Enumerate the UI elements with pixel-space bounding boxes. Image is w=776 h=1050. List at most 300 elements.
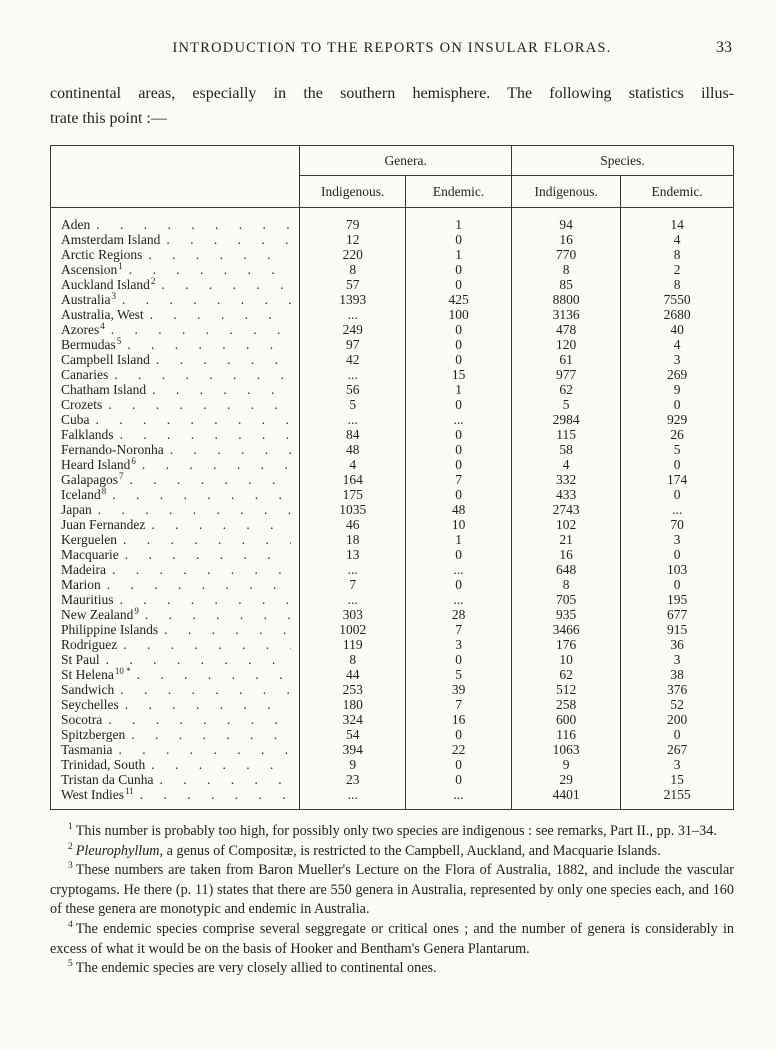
value-cell: 22 [406,742,512,757]
table-row [51,262,734,277]
table-row [51,742,734,757]
value-cell: 3 [621,757,734,772]
value-cell: 0 [406,727,512,742]
value-cell: 0 [621,397,734,412]
island-name-cell [51,532,300,547]
species-indigenous-header: Indigenous. [512,176,621,208]
dot-leader [105,322,292,337]
value-cell: 164 [300,472,406,487]
value-cell: 648 [512,562,621,577]
value-cell: 376 [621,682,734,697]
value-cell: 15 [621,772,734,787]
island-name-cell [51,787,300,810]
footnotes-section [50,822,734,979]
island-name: Crozets [61,397,103,412]
island-name: Spitzbergen [61,727,126,742]
island-name: Rodriguez [61,637,118,652]
island-name-cell [51,727,300,742]
island-name: Macquarie [61,547,119,562]
dot-leader [114,682,291,697]
value-cell: 0 [406,547,512,562]
dot-leader [108,367,291,382]
table-row [51,247,734,262]
value-cell: 4 [621,232,734,247]
footnote-reference: 1 [118,262,123,271]
value-cell: 8 [300,262,406,277]
value-cell: 5 [621,442,734,457]
island-name-cell [51,577,300,592]
value-cell: 84 [300,427,406,442]
value-cell: 26 [621,427,734,442]
value-cell: 2743 [512,502,621,517]
value-cell: 915 [621,622,734,637]
island-name-cell [51,208,300,233]
value-cell: 478 [512,322,621,337]
table-row [51,472,734,487]
value-cell: 8 [300,652,406,667]
value-cell: 0 [406,277,512,292]
value-cell: 253 [300,682,406,697]
dot-leader [136,457,291,472]
island-name-cell [51,757,300,772]
value-cell: 0 [406,337,512,352]
dot-leader [101,577,292,592]
value-cell: 38 [621,667,734,682]
island-name-cell [51,472,300,487]
dot-leader [139,607,291,622]
value-cell: 0 [406,772,512,787]
value-cell: 200 [621,712,734,727]
island-name-cell [51,667,300,682]
dot-leader [106,562,291,577]
value-cell: 2155 [621,787,734,810]
table-row [51,622,734,637]
value-cell: 119 [300,637,406,652]
value-cell: 10 [406,517,512,532]
species-endemic-header: Endemic. [621,176,734,208]
table-row [51,208,734,233]
value-cell: 705 [512,592,621,607]
footnote-reference: 6 [131,457,136,466]
island-name-cell [51,307,300,322]
table-row [51,532,734,547]
table-row [51,502,734,517]
value-cell: 8 [621,247,734,262]
value-cell: 1393 [300,292,406,307]
table-body [51,208,734,810]
island-name-cell [51,622,300,637]
dot-leader [102,397,291,412]
value-cell: 39 [406,682,512,697]
dot-leader [142,247,291,262]
table-row [51,712,734,727]
value-cell: 0 [406,757,512,772]
value-cell: 56 [300,382,406,397]
value-cell: ... [300,562,406,577]
value-cell: 42 [300,352,406,367]
island-name-cell [51,562,300,577]
dot-leader [164,442,292,457]
footnote-text: This number is probably too high, for possibly only two species are indigenous : see remarks, Part II., pp. 31–34. [75,823,717,839]
value-cell: 258 [512,697,621,712]
value-cell: 8 [621,277,734,292]
value-cell: 44 [300,667,406,682]
value-cell: 7 [406,622,512,637]
island-name: Mauritius [61,592,114,607]
value-cell: 7 [406,697,512,712]
value-cell: 102 [512,517,621,532]
intro-line-1: continental areas, especially in the southern hemisphere. The following statistics illus- [50,85,734,102]
island-name-cell [51,412,300,427]
value-cell: 16 [512,547,621,562]
table-row [51,577,734,592]
intro-line-2: trate this point :— [50,110,167,127]
dot-leader [150,352,291,367]
value-cell: 16 [406,712,512,727]
value-cell: 0 [621,487,734,502]
footnote-marker: 3 [68,861,73,872]
footnote-marker: 1 [68,822,73,833]
value-cell: 54 [300,727,406,742]
value-cell: 57 [300,277,406,292]
island-name: Azores$^4$ [61,322,105,337]
table-row [51,607,734,622]
island-name-cell [51,457,300,472]
value-cell: 21 [512,532,621,547]
dot-leader [160,232,291,247]
island-name-cell [51,232,300,247]
footnote-text: , a genus of Compositæ, is restricted to the Campbell, Auckland, and Macquarie Islands. [159,842,661,859]
running-header [50,40,734,57]
footnote-marker: 4 [68,920,73,931]
value-cell: 770 [512,247,621,262]
value-cell: 332 [512,472,621,487]
island-name-cell [51,682,300,697]
value-cell: ... [300,592,406,607]
value-cell: 935 [512,607,621,622]
island-name-cell [51,337,300,352]
value-cell: 176 [512,637,621,652]
value-cell: 62 [512,667,621,682]
footnote [50,822,734,842]
value-cell: 2984 [512,412,621,427]
island-name: New Zealand$^9$ [61,607,139,622]
table-row [51,277,734,292]
table-row [51,517,734,532]
value-cell: 4 [621,337,734,352]
dot-leader [106,487,291,502]
value-cell: 433 [512,487,621,502]
island-name-cell [51,382,300,397]
value-cell: 23 [300,772,406,787]
value-cell: ... [300,367,406,382]
value-cell: 1035 [300,502,406,517]
value-cell: 977 [512,367,621,382]
value-cell: 3 [621,352,734,367]
value-cell: ... [406,562,512,577]
value-cell: 61 [512,352,621,367]
value-cell: 10 [512,652,621,667]
island-name-cell [51,352,300,367]
page-number: 33 [716,39,732,56]
species-group-header: Species. [512,146,734,176]
footnote-reference: 7 [118,472,124,481]
value-cell: 195 [621,592,734,607]
island-name-cell [51,547,300,562]
table-row [51,397,734,412]
island-name: Australia, West [61,307,144,322]
value-cell: 3 [406,637,512,652]
dot-leader [134,787,292,802]
value-cell: 1 [406,532,512,547]
footnote-reference: 11 [125,787,134,796]
island-name: Iceland$^8$ [61,487,107,502]
dot-leader [90,217,291,232]
island-name: Kerguelen [61,532,117,547]
value-cell: 3 [621,532,734,547]
value-cell: 0 [406,322,512,337]
value-cell: 1002 [300,622,406,637]
value-cell: ... [300,412,406,427]
table-row [51,292,734,307]
table-row [51,637,734,652]
value-cell: 8 [512,577,621,592]
value-cell: 2 [621,262,734,277]
table-row [51,427,734,442]
footnote-marker: 5 [68,959,73,970]
dot-leader [144,307,292,322]
island-name: Falklands [61,427,114,442]
value-cell: 0 [406,262,512,277]
value-cell: 94 [512,208,621,233]
intro-paragraph [50,81,734,131]
dot-leader [123,472,291,487]
value-cell: 2680 [621,307,734,322]
genera-indigenous-header: Indigenous. [300,176,406,208]
value-cell: 14 [621,208,734,233]
island-name-cell [51,712,300,727]
island-name: Arctic Regions [61,247,143,262]
table-row [51,382,734,397]
value-cell: 15 [406,367,512,382]
island-name-cell [51,607,300,622]
value-cell: 103 [621,562,734,577]
statistics-table [50,145,734,810]
value-cell: 100 [406,307,512,322]
island-name: Japan [61,502,92,517]
value-cell: 0 [621,727,734,742]
footnote-text: The endemic species are very closely allied to continental ones. [75,960,437,977]
value-cell: 324 [300,712,406,727]
island-name-cell [51,637,300,652]
footnote [50,920,734,959]
island-name: Trinidad, South [61,757,146,772]
dot-leader [119,547,292,562]
table-row [51,232,734,247]
value-cell: 97 [300,337,406,352]
island-name: Auckland Island$^2$ [61,277,156,292]
value-cell: 0 [406,457,512,472]
table-row [51,322,734,337]
value-cell: 0 [406,427,512,442]
value-cell: 1063 [512,742,621,757]
value-cell: 600 [512,712,621,727]
value-cell: 29 [512,772,621,787]
island-name-cell [51,322,300,337]
value-cell: 9 [621,382,734,397]
island-name-cell [51,277,300,292]
value-cell: ... [300,307,406,322]
value-cell: 303 [300,607,406,622]
value-cell: 4 [300,457,406,472]
value-cell: 62 [512,382,621,397]
island-name-cell [51,592,300,607]
dot-leader [92,502,292,517]
island-name-cell [51,397,300,412]
dot-leader [119,697,292,712]
value-cell: 0 [406,352,512,367]
value-cell: 4 [512,457,621,472]
footnote [50,959,734,979]
table-header [51,146,734,208]
island-name-cell [51,442,300,457]
island-name: Socotra [61,712,103,727]
island-name: Australia$^3$ [61,292,116,307]
value-cell: 52 [621,697,734,712]
island-name-cell [51,502,300,517]
table-row [51,487,734,502]
table-row [51,562,734,577]
island-name-cell [51,697,300,712]
value-cell: 5 [512,397,621,412]
island-name: Seychelles [61,697,119,712]
island-name: Cuba [61,412,90,427]
value-cell: 3466 [512,622,621,637]
island-name-cell [51,652,300,667]
table-row [51,727,734,742]
dot-leader [116,292,291,307]
dot-leader [145,517,291,532]
table-row [51,682,734,697]
island-name-cell [51,247,300,262]
dot-leader [155,277,291,292]
island-name-cell [51,427,300,442]
value-cell: 0 [406,577,512,592]
value-cell: 4401 [512,787,621,810]
value-cell: 180 [300,697,406,712]
value-cell: 70 [621,517,734,532]
table-row [51,442,734,457]
island-name-cell [51,262,300,277]
table-row [51,352,734,367]
table-row [51,367,734,382]
table-row [51,412,734,427]
value-cell: 8 [512,262,621,277]
island-name: Bermudas$^5$ [61,337,122,352]
table-row [51,307,734,322]
value-cell: 394 [300,742,406,757]
dot-leader [131,667,292,682]
footnote-reference: 3 [111,292,116,301]
value-cell: 0 [406,652,512,667]
island-name: Campbell Island [61,352,150,367]
island-name: Tasmania [61,742,113,757]
value-cell: 7550 [621,292,734,307]
island-name: Madeira [61,562,106,577]
dot-leader [102,712,291,727]
name-column-header [51,146,300,208]
dot-leader [114,427,292,442]
footnote [50,861,734,920]
value-cell: 1 [406,208,512,233]
footnote [50,842,734,862]
value-cell: ... [406,592,512,607]
value-cell: 0 [621,577,734,592]
value-cell: 7 [300,577,406,592]
value-cell: 0 [406,487,512,502]
dot-leader [125,727,291,742]
value-cell: 5 [406,667,512,682]
island-name-cell [51,367,300,382]
island-name: Sandwich [61,682,115,697]
island-name: Chatham Island [61,382,147,397]
footnote-reference: 2 [150,277,156,286]
value-cell: 48 [300,442,406,457]
value-cell: 269 [621,367,734,382]
genera-endemic-header: Endemic. [406,176,512,208]
value-cell: 677 [621,607,734,622]
island-name-cell [51,742,300,757]
island-name: Canaries [61,367,109,382]
island-name: Ascension$^1$ [61,262,123,277]
genera-group-header: Genera. [300,146,512,176]
value-cell: 220 [300,247,406,262]
island-name: West Indies$^{11}$ [61,787,134,802]
value-cell: 9 [512,757,621,772]
value-cell: 79 [300,208,406,233]
island-name: St Helena$^{10 *}$ [61,667,131,682]
island-name: Philippine Islands [61,622,159,637]
table-row [51,697,734,712]
dot-leader [145,757,291,772]
value-cell: 13 [300,547,406,562]
value-cell: ... [406,787,512,810]
value-cell: ... [300,787,406,810]
island-name-cell [51,517,300,532]
table-row [51,652,734,667]
dot-leader [90,412,292,427]
island-name-cell [51,292,300,307]
table-row [51,547,734,562]
value-cell: 174 [621,472,734,487]
value-cell: 0 [406,397,512,412]
dot-leader [121,337,291,352]
value-cell: 3136 [512,307,621,322]
island-name-cell [51,487,300,502]
value-cell: 7 [406,472,512,487]
table-row [51,457,734,472]
footnote-text: The endemic species comprise several seggregate or critical ones ; and the number of genera is considerably in excess of what it would be on the basis of Hooker and Bentham's Genera Plantarum. [50,920,734,957]
dot-leader [113,742,292,757]
value-cell: 512 [512,682,621,697]
value-cell: 8800 [512,292,621,307]
value-cell: 249 [300,322,406,337]
value-cell: 1 [406,382,512,397]
island-name: Fernando-Noronha [61,442,164,457]
footnote-reference: 4 [100,322,105,331]
value-cell: 0 [406,232,512,247]
value-cell: 929 [621,412,734,427]
